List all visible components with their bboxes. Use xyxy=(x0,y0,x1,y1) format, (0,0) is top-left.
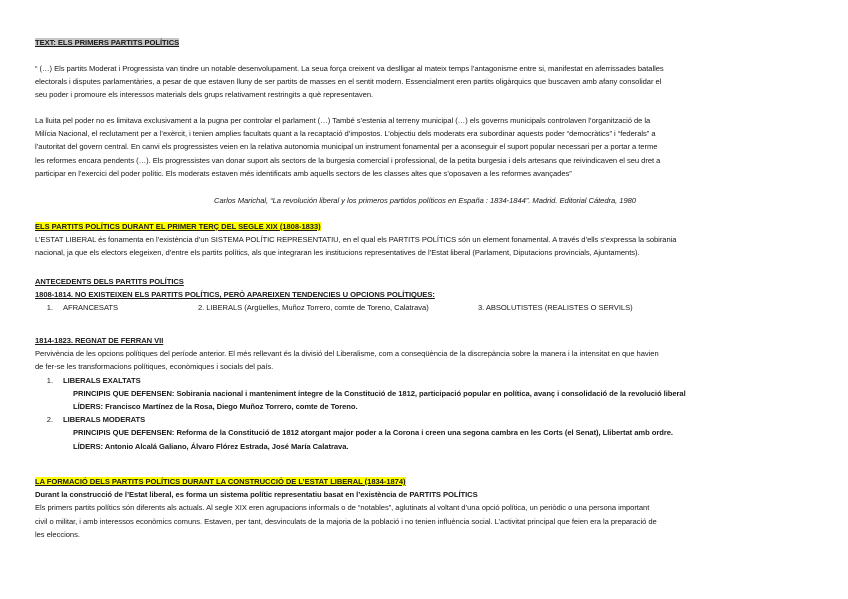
list-item xyxy=(35,413,815,426)
item-liders: LÍDERS: Francisco Martínez de la Rosa, Diego Muñoz Torrero, comte de Toreno. xyxy=(73,402,358,412)
list-number: 2. xyxy=(46,415,53,425)
list-number: 1. xyxy=(46,303,53,313)
section-line: civil o militar, i amb interessos econòmics comuns. Estaven, per tant, desvinculats de la majoria de la població i no tenien influència social. L’activitat principal que feien era la preparació de xyxy=(35,516,657,526)
antecedents-subheading: 1808-1814. NO EXISTEIXEN ELS PARTITS POLÍTICS, PERÒ APAREIXEN TENDENCIES U OPCIONS POLÍTIQUES: xyxy=(35,290,435,300)
quote-paragraph-1 xyxy=(35,62,815,102)
quote-paragraph-2 xyxy=(35,114,815,180)
section-liberal-state xyxy=(35,475,815,541)
document-title: TEXT: ELS PRIMERS PARTITS POLÍTICS xyxy=(35,38,180,47)
item-title: LIBERALS EXALTATS xyxy=(63,375,141,385)
section-heading-1834-1874: LA FORMACIÓ DELS PARTITS POLÍTICS DURANT LA CONSTRUCCIÓ DE L’ESTAT LIBERAL (1834-1874) xyxy=(35,477,406,486)
list-item xyxy=(35,374,815,387)
antecedents-heading: ANTECEDENTS DELS PARTITS POLÍTICS xyxy=(35,277,184,286)
quote-line: les reformes encara pendents (…). Els progressistes van donar suport als sectors de la burgesia comercial i professional, de la petita burgesia i dels artesans que reivindicaven el seu dret a xyxy=(35,155,661,165)
item-principis: PRINCIPIS QUE DEFENSEN: Reforma de la Constitució de 1812 atorgant major poder a la Corona i creen una segona cambra en les Corts (el Senat), Llibertat amb ordre. xyxy=(73,428,673,438)
quote-line: seu poder i promoure els interessos materials dels grups relativament restringits a què representaven. xyxy=(35,90,374,100)
ferran-heading: 1814-1823. REGNAT DE FERRAN VII xyxy=(35,336,164,345)
options-row xyxy=(35,301,815,314)
option-absolutistes: 3. ABSOLUTISTES (REALISTES O SERVILS) xyxy=(478,303,633,313)
section-line: les eleccions. xyxy=(35,529,80,539)
section-line: Els primers partits polítics són diferents als actuals. Al segle XIX eren agrupacions informals o de “notables”, aglutinats al voltant d’una opció política, un periòdic o una persona important xyxy=(35,503,650,513)
document-title-block xyxy=(35,36,815,49)
ferran-line: de fer-se les transformacions polítiques, econòmiques i socials del país. xyxy=(35,362,274,372)
item-principis: PRINCIPIS QUE DEFENSEN: Sobirania nacional i manteniment íntegre de la Constitució de 1812, participació popular en política, avanç i consolidació de la revolució liberal xyxy=(73,388,686,398)
section-line: nacional, ja que els electors elegeixen, d’entre els partits polítics, als que integraran les institucions representatives de l’Estat liberal (Parlament, Diputacions provincials, Ajuntaments). xyxy=(35,248,640,258)
quote-line: “ (…) Els partits Moderat i Progressista van tindre un notable desenvolupament. La seua força creixent va deslligar al mateix temps l’antagonisme entre si, manifestat en aferrissades batalles xyxy=(35,64,664,73)
quote-line: Milícia Nacional, el reclutament per a l’exèrcit, i tenien amplies facultats quant a la recaptació d’impostos. L’objectiu dels moderats era subordinar aquests poder “democràtics” i “federals” a xyxy=(35,129,656,139)
item-liders: LÍDERS: Antonio Alcalá Galiano, Álvaro Flórez Estrada, José María Calatrava. xyxy=(73,441,349,451)
section-ferran-vii xyxy=(35,334,815,453)
option-liberals: 2. LIBERALS (Argüelles, Muñoz Torrero, comte de Toreno, Calatrava) xyxy=(198,303,429,313)
section-line: L’ESTAT LIBERAL és fonamenta en l’existència d’un SISTEMA POLÍTIC REPRESENTATIU, en el qual els PARTITS POLÍTICS són un element fonamental. A través d’ells s’expressa la sobirania xyxy=(35,235,677,245)
item-title: LIBERALS MODERATS xyxy=(63,415,146,425)
section-antecedents xyxy=(35,275,815,315)
quote-line: La lluita pel poder no es limitava exclusivament a la pugna per controlar el parlament (…) També s’estenia al terreny municipal (…) els governs municipals controlaven l’organització de la xyxy=(35,116,651,125)
quote-line: electorals i disputes parlamentàries, a pesar de que estaven lluny de ser partits de masses en el sentit modern. Essencialment eren partits oligàrquics que buscaven amb afany consolidar el xyxy=(35,77,662,87)
section-heading-1808-1833: ELS PARTITS POLÍTICS DURANT EL PRIMER TERÇ DEL SEGLE XIX (1808-1833) xyxy=(35,222,321,231)
ferran-line: Pervivència de les opcions polítiques del període anterior. El més rellevant és la divisió del Liberalisme, com a conseqüència de la discrepància sobre la manera i la intensitat en que havien xyxy=(35,349,659,359)
citation: Carlos Marichal, “La revolución liberal y los primeros partidos políticos en España : 1834-1844”. Madrid. Editorial Cátedra, 1980 xyxy=(214,196,636,205)
list-number: 1. xyxy=(46,375,53,385)
section-first-third xyxy=(35,220,815,260)
quote-line: participar en l’exercici del poder polític. Els moderats estaven més identificats amb aquells sectors de les classes altes que s’oposaven a les reformes avançades” xyxy=(35,168,572,178)
quote-line: l’autoritat del govern central. En canvi els progressistes veien en la relativa autonomia municipal un instrument fonamental per a aconseguir el suport popular necessari per a portar a terme xyxy=(35,142,658,152)
option-afrancesats: AFRANCESATS xyxy=(63,303,119,313)
section-bold-line: Durant la construcció de l’Estat liberal, es forma un sistema polític representatiu basat en l’existència de PARTITS POLÍTICS xyxy=(35,490,478,500)
